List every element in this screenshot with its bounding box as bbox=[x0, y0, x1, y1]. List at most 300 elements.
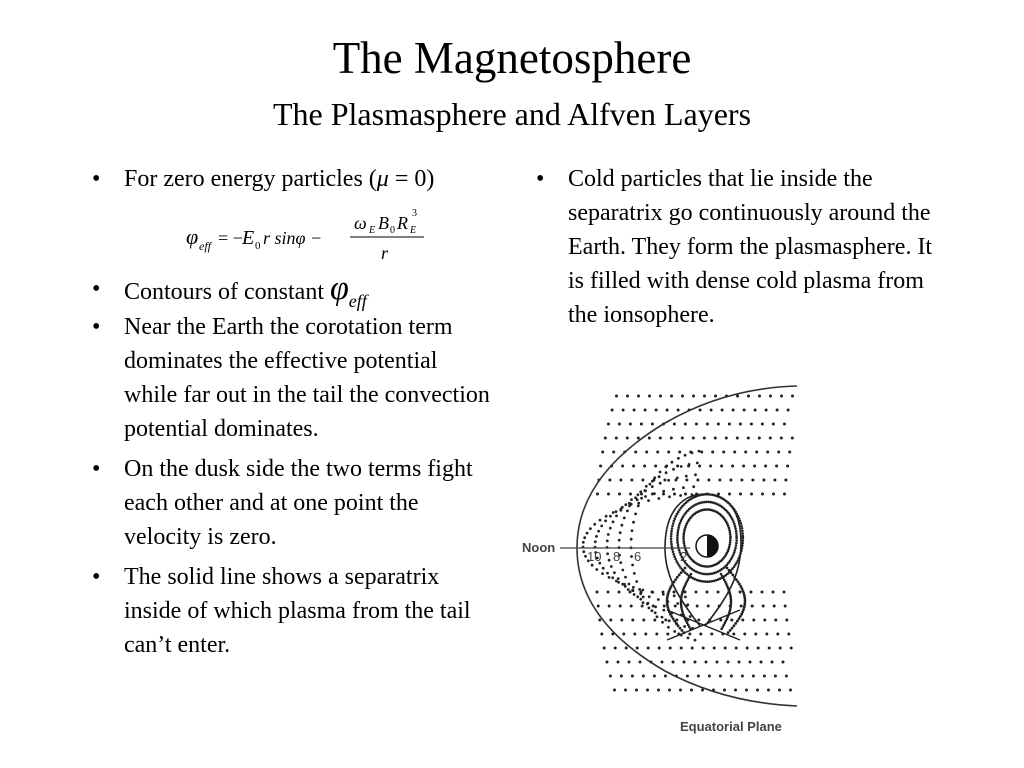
streamline-dot bbox=[649, 483, 652, 486]
streamline-dot bbox=[596, 493, 599, 496]
streamline-dot bbox=[608, 605, 611, 608]
streamline-dot bbox=[694, 639, 697, 642]
streamline-dot bbox=[747, 395, 750, 398]
streamline-dot bbox=[785, 619, 788, 622]
streamline-dot bbox=[632, 586, 635, 589]
mu-symbol: μ bbox=[376, 166, 389, 192]
streamline-dot bbox=[783, 423, 786, 426]
right-bullet-list bbox=[530, 162, 950, 332]
streamline-dot bbox=[637, 395, 640, 398]
streamline-dot bbox=[758, 437, 761, 440]
streamline-dot bbox=[634, 513, 637, 516]
streamline-dot bbox=[675, 560, 678, 563]
streamline-dot bbox=[672, 661, 675, 664]
streamline-dot bbox=[631, 529, 634, 532]
streamline-dot bbox=[647, 602, 650, 605]
streamline-dot bbox=[686, 675, 689, 678]
streamline-dot bbox=[609, 619, 612, 622]
streamline-dot bbox=[678, 574, 681, 577]
streamline-dot bbox=[768, 647, 771, 650]
streamline-dot bbox=[696, 479, 699, 482]
streamline-dot bbox=[630, 498, 633, 501]
streamline-dot bbox=[734, 549, 737, 552]
streamline-dot bbox=[778, 689, 781, 692]
streamline-dot bbox=[624, 689, 627, 692]
streamline-dot bbox=[612, 451, 615, 454]
streamline-dot bbox=[648, 395, 651, 398]
streamline-dot bbox=[731, 627, 734, 630]
streamline-dot bbox=[666, 599, 669, 602]
streamline-dot bbox=[695, 591, 698, 594]
streamline-dot bbox=[644, 633, 647, 636]
streamline-dot bbox=[671, 461, 674, 464]
streamline-dot bbox=[626, 437, 629, 440]
streamline-dot bbox=[597, 530, 600, 533]
streamline-dot bbox=[633, 633, 636, 636]
streamline-dot bbox=[684, 423, 687, 426]
streamline-dot bbox=[676, 602, 679, 605]
noon-label: Noon bbox=[522, 540, 556, 555]
tick-label-10: 10 bbox=[587, 549, 602, 564]
streamline-dot bbox=[676, 531, 679, 534]
streamline-dot bbox=[615, 437, 618, 440]
streamline-dot bbox=[631, 589, 634, 592]
streamline-dot bbox=[601, 451, 604, 454]
streamline-dot bbox=[692, 395, 695, 398]
streamline-dot bbox=[600, 633, 603, 636]
streamline-dot bbox=[681, 437, 684, 440]
streamline-dot bbox=[728, 493, 731, 496]
streamline-dot bbox=[597, 605, 600, 608]
streamline-dot bbox=[677, 457, 680, 460]
streamline-dot bbox=[677, 409, 680, 412]
streamline-dot bbox=[626, 510, 629, 513]
streamline-dot bbox=[728, 423, 731, 426]
streamline-dot bbox=[627, 588, 630, 591]
streamline-dot bbox=[718, 479, 721, 482]
streamline-dot bbox=[782, 661, 785, 664]
streamline-dot bbox=[663, 605, 666, 608]
streamline-dot bbox=[786, 465, 789, 468]
streamline-dot bbox=[729, 533, 732, 536]
streamline-dot bbox=[622, 633, 625, 636]
streamline-dot bbox=[682, 569, 685, 572]
streamline-dot bbox=[685, 479, 688, 482]
streamline-dot bbox=[628, 583, 631, 586]
bullet-dusk-side: • On the dusk side the two terms fight each other and at one point the velocity is zero. bbox=[86, 452, 496, 554]
streamline-dot bbox=[673, 620, 676, 623]
streamline-dot bbox=[763, 675, 766, 678]
streamline-dot bbox=[783, 493, 786, 496]
streamline-dot bbox=[698, 450, 701, 453]
streamline-dot bbox=[651, 423, 654, 426]
streamline-dot bbox=[619, 531, 622, 534]
streamline-dot bbox=[653, 492, 656, 495]
streamline-dot bbox=[734, 689, 737, 692]
tick-label-6: 6 bbox=[634, 549, 642, 564]
slide-title: The Magnetosphere bbox=[332, 33, 692, 83]
streamline-dot bbox=[725, 437, 728, 440]
magnetopause-boundary bbox=[577, 386, 797, 706]
streamline-dot bbox=[608, 559, 611, 562]
streamline-dot bbox=[613, 689, 616, 692]
streamline-dot bbox=[764, 465, 767, 468]
streamline-dot bbox=[644, 495, 647, 498]
streamline-dot bbox=[615, 395, 618, 398]
streamline-dot bbox=[730, 619, 733, 622]
streamline-dot bbox=[642, 596, 645, 599]
formula-e0: E bbox=[242, 227, 255, 249]
streamline-dot bbox=[692, 485, 695, 488]
streamline-dot bbox=[762, 479, 765, 482]
streamline-dot bbox=[636, 647, 639, 650]
earth-night-side-icon bbox=[707, 535, 718, 557]
bullet-zero-energy bbox=[86, 162, 496, 270]
streamline-dot bbox=[599, 519, 602, 522]
streamline-dot bbox=[772, 591, 775, 594]
streamline-dot bbox=[698, 465, 701, 468]
streamline-dot bbox=[734, 622, 737, 625]
streamline-dot bbox=[618, 591, 621, 594]
streamline-dot bbox=[702, 647, 705, 650]
streamline-dot bbox=[670, 530, 673, 533]
streamline-dot bbox=[717, 591, 720, 594]
streamline-dot bbox=[766, 451, 769, 454]
streamline-dot bbox=[742, 539, 745, 542]
streamline-dot bbox=[596, 591, 599, 594]
streamline-dot bbox=[740, 525, 743, 528]
streamline-dot bbox=[673, 423, 676, 426]
streamline-dot bbox=[680, 647, 683, 650]
streamline-dot bbox=[773, 479, 776, 482]
streamline-dot bbox=[589, 527, 592, 530]
streamline-dot bbox=[636, 498, 639, 501]
streamline-dot bbox=[729, 531, 732, 534]
streamline-dot bbox=[709, 465, 712, 468]
streamline-dot bbox=[668, 495, 671, 498]
streamline-dot bbox=[753, 465, 756, 468]
streamline-dot bbox=[771, 661, 774, 664]
streamline-dot bbox=[661, 616, 664, 619]
streamline-dot bbox=[703, 437, 706, 440]
streamline-dot bbox=[642, 675, 645, 678]
streamline-dot bbox=[611, 409, 614, 412]
streamline-dot bbox=[714, 395, 717, 398]
streamline-dot bbox=[626, 395, 629, 398]
streamline-dot bbox=[654, 465, 657, 468]
streamline-dot bbox=[754, 633, 757, 636]
streamline-dot bbox=[708, 675, 711, 678]
streamline-dot bbox=[612, 511, 615, 514]
streamline-dot bbox=[746, 647, 749, 650]
streamline-dot bbox=[667, 479, 670, 482]
streamline-dot bbox=[783, 591, 786, 594]
streamline-dot bbox=[676, 539, 679, 542]
formula-r-earth: R bbox=[397, 213, 408, 233]
streamline-dot bbox=[735, 539, 738, 542]
streamline-dot bbox=[785, 675, 788, 678]
streamline-dot bbox=[601, 572, 604, 575]
streamline-dot bbox=[621, 569, 624, 572]
streamline-dot bbox=[672, 553, 675, 556]
streamline-dot bbox=[594, 540, 597, 543]
streamline-dot bbox=[646, 689, 649, 692]
streamline-dot bbox=[735, 530, 738, 533]
streamline-dot bbox=[682, 535, 685, 538]
streamline-dot bbox=[608, 576, 611, 579]
streamline-dot bbox=[780, 437, 783, 440]
streamline-dot bbox=[645, 451, 648, 454]
streamline-dot bbox=[761, 423, 764, 426]
streamline-dot bbox=[637, 437, 640, 440]
figure-caption: Equatorial Plane bbox=[680, 719, 782, 734]
streamline-dot bbox=[607, 493, 610, 496]
streamline-dot bbox=[640, 423, 643, 426]
contours-text: Contours of constant bbox=[124, 279, 324, 305]
streamline-dot bbox=[602, 567, 605, 570]
streamline-dot bbox=[731, 465, 734, 468]
streamline-dot bbox=[678, 524, 681, 527]
streamline-dot bbox=[619, 605, 622, 608]
streamline-dot bbox=[777, 451, 780, 454]
streamline-dot bbox=[623, 583, 626, 586]
streamline-dot bbox=[694, 473, 697, 476]
streamline-dot bbox=[716, 661, 719, 664]
mu-equals-zero: = 0) bbox=[388, 166, 435, 192]
formula-b: B bbox=[378, 213, 389, 233]
streamline-dot bbox=[711, 451, 714, 454]
streamline-dot bbox=[741, 527, 744, 530]
streamline-dot bbox=[730, 675, 733, 678]
streamline-dot bbox=[772, 423, 775, 426]
streamline-dot bbox=[676, 465, 679, 468]
streamline-dot bbox=[629, 423, 632, 426]
streamline-dot bbox=[738, 661, 741, 664]
streamline-dot bbox=[691, 647, 694, 650]
streamline-dot bbox=[735, 647, 738, 650]
bullet-near-earth: • Near the Earth the corotation term dominates the effective potential while far out in the tail the convection potential dominates. bbox=[86, 310, 496, 446]
streamline-dot bbox=[732, 520, 735, 523]
streamline-dot bbox=[679, 627, 682, 630]
streamline-dot bbox=[676, 536, 679, 539]
streamline-dot bbox=[619, 479, 622, 482]
streamline-dot bbox=[710, 409, 713, 412]
streamline-dot bbox=[631, 619, 634, 622]
streamline-dot bbox=[609, 675, 612, 678]
streamline-dot bbox=[751, 605, 754, 608]
streamline-dot bbox=[669, 647, 672, 650]
streamline-dot bbox=[637, 493, 640, 496]
streamline-dot bbox=[667, 451, 670, 454]
streamline-dot bbox=[599, 465, 602, 468]
streamline-dot bbox=[747, 437, 750, 440]
streamline-dot bbox=[684, 591, 687, 594]
streamline-dot bbox=[620, 508, 623, 511]
streamline-dot bbox=[670, 540, 673, 543]
streamline-dot bbox=[714, 437, 717, 440]
streamline-dot bbox=[788, 451, 791, 454]
streamline-dot bbox=[729, 479, 732, 482]
streamline-dot bbox=[737, 581, 740, 584]
streamline-dot bbox=[651, 591, 654, 594]
streamline-dot bbox=[779, 647, 782, 650]
streamline-dot bbox=[671, 527, 674, 530]
streamline-dot bbox=[641, 605, 644, 608]
streamline-dot bbox=[724, 647, 727, 650]
streamline-dot bbox=[694, 661, 697, 664]
streamline-dot bbox=[612, 521, 615, 524]
streamline-dot bbox=[736, 437, 739, 440]
streamline-dot bbox=[789, 689, 792, 692]
streamline-dot bbox=[735, 535, 738, 538]
streamline-dot bbox=[773, 605, 776, 608]
flow-streamlines bbox=[582, 395, 794, 692]
streamline-dot bbox=[624, 576, 627, 579]
streamline-dot bbox=[674, 517, 677, 520]
streamline-dot bbox=[642, 619, 645, 622]
streamline-dot bbox=[672, 522, 675, 525]
streamline-dot bbox=[654, 606, 657, 609]
streamline-dot bbox=[615, 580, 618, 583]
streamline-dot bbox=[727, 661, 730, 664]
streamline-dot bbox=[733, 624, 736, 627]
contours-phi: φ bbox=[329, 270, 349, 307]
streamline-dot bbox=[674, 578, 677, 581]
streamline-dot bbox=[733, 523, 736, 526]
formula-r-earth-sub: E bbox=[410, 225, 417, 236]
streamline-dot bbox=[736, 620, 739, 623]
streamline-dot bbox=[662, 490, 665, 493]
bullet-cold-particles: • Cold particles that lie inside the separatrix go continuously around the Earth. They form the plasmasphere. It is filled with dense cold plasma from the ionsophere. bbox=[530, 162, 950, 332]
streamline-dot bbox=[735, 542, 738, 545]
streamline-dot bbox=[631, 675, 634, 678]
streamline-dot bbox=[680, 571, 683, 574]
streamline-dot bbox=[769, 395, 772, 398]
streamline-dot bbox=[633, 572, 636, 575]
streamline-dot bbox=[683, 625, 686, 628]
streamline-dot bbox=[719, 675, 722, 678]
streamline-dot bbox=[749, 661, 752, 664]
streamline-dot bbox=[661, 661, 664, 664]
streamline-dot bbox=[774, 619, 777, 622]
streamline-dot bbox=[607, 533, 610, 536]
streamline-dot bbox=[617, 661, 620, 664]
streamline-dot bbox=[656, 615, 659, 618]
streamline-dot bbox=[634, 451, 637, 454]
streamline-dot bbox=[657, 497, 660, 500]
streamline-dot bbox=[605, 515, 608, 518]
streamline-dot bbox=[738, 617, 741, 620]
streamline-dot bbox=[762, 605, 765, 608]
streamline-dot bbox=[684, 493, 687, 496]
equatorial-plane-figure bbox=[515, 378, 805, 738]
streamline-dot bbox=[765, 633, 768, 636]
streamline-dot bbox=[741, 532, 744, 535]
streamline-dot bbox=[666, 633, 669, 636]
streamline-dot bbox=[639, 490, 642, 493]
streamline-dot bbox=[673, 630, 676, 633]
streamline-dot bbox=[629, 493, 632, 496]
formula-denominator: r bbox=[381, 243, 389, 263]
streamline-dot bbox=[614, 647, 617, 650]
streamline-dot bbox=[736, 395, 739, 398]
streamline-dot bbox=[651, 609, 654, 612]
streamline-dot bbox=[750, 423, 753, 426]
streamline-dot bbox=[659, 437, 662, 440]
streamline-dot bbox=[730, 571, 733, 574]
streamline-dot bbox=[624, 503, 627, 506]
streamline-dot bbox=[654, 611, 657, 614]
streamline-dot bbox=[661, 621, 664, 624]
streamline-dot bbox=[729, 541, 732, 544]
streamline-dot bbox=[670, 395, 673, 398]
streamline-dot bbox=[620, 619, 623, 622]
streamline-dot bbox=[664, 619, 667, 622]
streamline-dot bbox=[750, 493, 753, 496]
streamline-dot bbox=[699, 409, 702, 412]
streamline-dot bbox=[722, 451, 725, 454]
streamline-dot bbox=[717, 423, 720, 426]
streamline-dot bbox=[673, 591, 676, 594]
streamline-dot bbox=[751, 479, 754, 482]
streamline-dot bbox=[672, 468, 675, 471]
streamline-dot bbox=[676, 576, 679, 579]
streamline-dot bbox=[637, 505, 640, 508]
streamline-dot bbox=[684, 567, 687, 570]
streamline-dot bbox=[695, 423, 698, 426]
streamline-dot bbox=[733, 451, 736, 454]
streamline-dot bbox=[742, 535, 745, 538]
streamline-dot bbox=[707, 605, 710, 608]
formula-r-sin-phi: r sinφ − bbox=[263, 228, 323, 248]
streamline-dot bbox=[628, 505, 631, 508]
streamline-dot bbox=[623, 517, 626, 520]
streamline-dot bbox=[696, 462, 699, 465]
streamline-dot bbox=[758, 395, 761, 398]
streamline-dot bbox=[674, 605, 677, 608]
streamline-dot bbox=[659, 471, 662, 474]
streamline-dot bbox=[706, 591, 709, 594]
streamline-dot bbox=[728, 569, 731, 572]
streamline-dot bbox=[635, 580, 638, 583]
streamline-dot bbox=[653, 476, 656, 479]
streamline-dot bbox=[631, 564, 634, 567]
streamline-dot bbox=[750, 591, 753, 594]
streamline-dot bbox=[699, 633, 702, 636]
streamline-dot bbox=[734, 547, 737, 550]
streamline-dot bbox=[621, 465, 624, 468]
streamline-dot bbox=[700, 451, 703, 454]
formula-omega-sub: E bbox=[369, 225, 376, 236]
streamline-dot bbox=[729, 536, 732, 539]
streamline-dot bbox=[678, 451, 681, 454]
streamline-dot bbox=[582, 541, 585, 544]
streamline-dot bbox=[676, 541, 679, 544]
streamline-dot bbox=[697, 619, 700, 622]
streamline-dot bbox=[740, 479, 743, 482]
streamline-dot bbox=[606, 661, 609, 664]
streamline-dot bbox=[593, 523, 596, 526]
streamline-dot bbox=[639, 661, 642, 664]
streamline-dot bbox=[613, 571, 616, 574]
streamline-dot bbox=[643, 465, 646, 468]
streamline-dot bbox=[630, 538, 633, 541]
streamline-dot bbox=[618, 493, 621, 496]
streamline-dot bbox=[686, 603, 689, 606]
streamline-dot bbox=[611, 576, 614, 579]
streamline-dot bbox=[741, 675, 744, 678]
streamline-dot bbox=[607, 591, 610, 594]
